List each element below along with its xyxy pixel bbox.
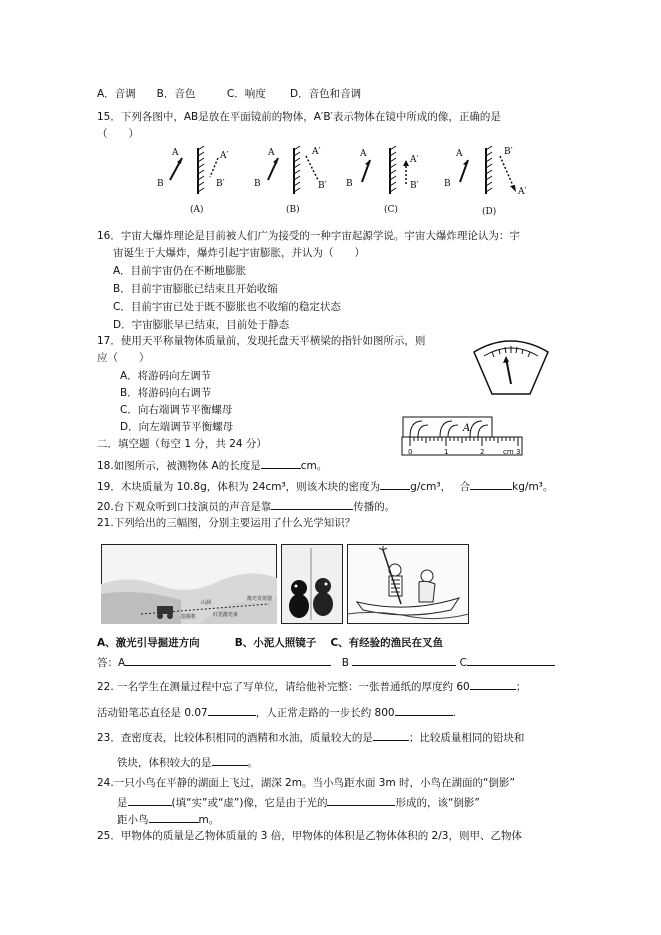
q21-stem: 21.下列给出的三幅图，分别主要运用了什么光学知识？ xyxy=(97,517,356,529)
q21-caption: A、激光引导掘进方向 B、小泥人照镜子 C、有经验的渔民在叉鱼 xyxy=(97,637,444,649)
q20-prefix: 20.台下观众听到口技演员的声音是靠 xyxy=(97,501,272,513)
q19-prefix: 19．木块质量为 10.8g，体积为 24cm³，则该木块的密度为 xyxy=(97,481,381,493)
q17-option-b: B．将游码向右调节 xyxy=(120,387,212,399)
label-b-prime: B′ xyxy=(410,181,419,191)
figure-label-b: (B) xyxy=(286,205,300,215)
q23-line1 xyxy=(97,729,524,745)
q16-option-a: A．目前宇宙仍在不断地膨胀 xyxy=(113,265,247,277)
q19-line xyxy=(97,478,553,494)
scene-label-excavator: 挖掘机 xyxy=(181,614,197,620)
q20-suffix: 传播的。 xyxy=(353,501,396,513)
q23-line2 xyxy=(117,754,258,770)
q24-blank-3[interactable] xyxy=(149,811,199,823)
q17-option-d: D．向左端调节平衡螺母 xyxy=(120,421,234,433)
ruler-tick-3: 3 xyxy=(516,448,521,456)
ruler-tick-2: 2 xyxy=(480,448,485,456)
q23-line1-suffix: ；比较质量相同的铅块和 xyxy=(408,732,525,744)
ruler-unit: cm xyxy=(503,448,514,456)
scene-label-tunnel: 山洞 xyxy=(201,600,212,606)
object-a-label: A xyxy=(463,423,471,434)
label-b-prime: B′ xyxy=(318,181,327,191)
q19-unit2: kg/m³。 xyxy=(512,481,554,493)
q22-line2-suffix: . xyxy=(452,707,456,719)
q16-option-d: D．宇宙膨胀早已结束，目前处于静态 xyxy=(113,319,290,331)
q24-line2-b: (填“实”或“虚”)像，它是由于光的 xyxy=(171,797,328,809)
figure-d xyxy=(444,146,527,217)
q20-answer-blank[interactable] xyxy=(271,498,353,510)
label-b-prime: B′ xyxy=(504,147,513,157)
ruler-tick-1: 1 xyxy=(444,448,449,456)
label-a: A xyxy=(172,148,179,158)
q17-stem: 17．使用天平称量物体质量前，发现托盘天平横梁的指针如图所示，则 xyxy=(97,335,426,347)
q15-bracket: （ ） xyxy=(97,128,139,140)
q22-line2 xyxy=(97,704,456,720)
figure-label-c: (C) xyxy=(384,205,398,215)
q19-unit1: g/cm³， xyxy=(410,481,446,493)
q23-blank-2[interactable] xyxy=(212,754,248,766)
figure-b xyxy=(254,146,327,215)
picture-clay-mirror xyxy=(281,544,343,624)
q24-blank-1[interactable] xyxy=(128,794,172,806)
q24-line3-a: 距小鸟 xyxy=(117,814,149,826)
label-a-prime: A′ xyxy=(518,187,527,197)
q21-c-label: C xyxy=(459,657,467,669)
q19-density-blank[interactable] xyxy=(380,478,410,490)
mirror-figures xyxy=(150,142,540,220)
q22-line2-text: 活动铅笔芯直径是 0.07 xyxy=(97,707,208,719)
label-b: B xyxy=(346,179,353,189)
q21-answer-b-blank[interactable] xyxy=(352,654,456,666)
q24-line2 xyxy=(117,794,480,810)
picture-laser-tunnel xyxy=(101,544,277,624)
q22-line1-text: 22. 一名学生在测量过程中忘了写单位，请给他补完整：一张普通纸的厚度约 60 xyxy=(97,681,470,693)
q14-options: A．音调 B．音色 C．响度 D．音色和音调 xyxy=(97,88,362,100)
q19-density-si-blank[interactable] xyxy=(470,478,512,490)
q18-suffix: cm。 xyxy=(300,460,328,472)
q20-line xyxy=(97,498,395,514)
q23-line2-text: 铁块，体积较大的是 xyxy=(117,757,212,769)
q21-answer-c-blank[interactable] xyxy=(467,654,555,666)
figure-c xyxy=(346,146,419,215)
label-a-prime: A′ xyxy=(220,151,229,161)
ruler-figure xyxy=(400,415,524,457)
label-a-prime: A′ xyxy=(312,147,321,157)
label-a: A xyxy=(268,148,275,158)
figure-label-a: (A) xyxy=(190,205,204,215)
q24-line3-b: m。 xyxy=(198,814,220,826)
q16-option-c: C．目前宇宙已处于既不膨胀也不收缩的稳定状态 xyxy=(113,301,341,313)
section-2-heading: 二．填空题（每空 1 分，共 24 分） xyxy=(97,438,267,450)
scene-label-beam: 红光激光束 xyxy=(213,612,239,618)
q17-option-a: A．将游码向左调节 xyxy=(120,370,212,382)
q16-option-b: B．目前宇宙膨胀已结束且开始收缩 xyxy=(113,283,278,295)
q22-blank-1[interactable] xyxy=(470,678,516,690)
q22-blank-3[interactable] xyxy=(395,704,453,716)
q22-line1-suffix: ； xyxy=(515,681,527,693)
q16-stem: 16．宇宙大爆炸理论是目前被人们广为接受的一种宇宙起源学说。宇宙大爆炸理论认为：宇 xyxy=(97,230,520,242)
q23-blank-1[interactable] xyxy=(373,729,409,741)
q19-mid: 合 xyxy=(459,481,471,493)
q22-blank-2[interactable] xyxy=(208,704,256,716)
q24-line1: 24.一只小鸟在平静的湖面上飞过，湖深 2m。当小鸟距水面 3m 时，小鸟在湖面的“倒影” xyxy=(97,777,515,789)
q18-prefix: 18.如图所示，被测物体 A的长度是 xyxy=(97,460,261,472)
label-b: B xyxy=(254,179,261,189)
label-a: A xyxy=(360,149,367,159)
q25-line: 25．甲物体的质量是乙物体质量的 3 倍，甲物体的体积是乙物体体积的 2/3，则甲、乙物体 xyxy=(97,830,522,842)
ruler-tick-0: 0 xyxy=(408,448,413,456)
label-b-prime: B′ xyxy=(216,179,225,189)
label-a: A xyxy=(456,149,463,159)
q17-bracket: 应（ ） xyxy=(97,352,150,364)
label-a-prime: A′ xyxy=(410,155,419,165)
q23-line2-suffix: 。 xyxy=(247,757,258,769)
q24-line2-a: 是 xyxy=(117,797,128,809)
q24-line3 xyxy=(117,811,219,827)
q21-answer-label: 答：A xyxy=(97,657,126,669)
q18-answer-blank[interactable] xyxy=(261,457,301,469)
q21-b-label: B xyxy=(341,657,349,669)
figure-label-d: (D) xyxy=(482,207,497,217)
label-b: B xyxy=(157,179,164,189)
q18-line xyxy=(97,457,327,473)
q16-stem-cont: 宙诞生于大爆炸，爆炸引起宇宙膨胀，并认为（ ） xyxy=(113,247,365,259)
q17-option-c: C．向右端调节平衡螺母 xyxy=(120,404,233,416)
q22-line1 xyxy=(97,678,526,694)
q21-answer-a-blank[interactable] xyxy=(125,654,331,666)
picture-fisherman xyxy=(347,544,469,624)
q24-blank-2[interactable] xyxy=(327,794,395,806)
q21-answer-line xyxy=(97,654,555,670)
figure-a xyxy=(157,146,229,215)
label-b: B xyxy=(444,179,451,189)
q23-line1-text: 23．查密度表，比较体积相同的酒精和水油，质量较大的是 xyxy=(97,732,373,744)
q15-stem: 15．下列各图中，AB是放在平面镜前的物体，A′B′表示物体在镜中所成的像，正确的是 xyxy=(97,111,501,123)
scene-label-emitter: 激光发射器 xyxy=(247,596,273,602)
q22-line2-mid: ，人正常走路的一步长约 800 xyxy=(255,707,395,719)
q24-line2-c: 形成的，该“倒影” xyxy=(395,797,480,809)
balance-pointer-dial xyxy=(470,334,552,398)
